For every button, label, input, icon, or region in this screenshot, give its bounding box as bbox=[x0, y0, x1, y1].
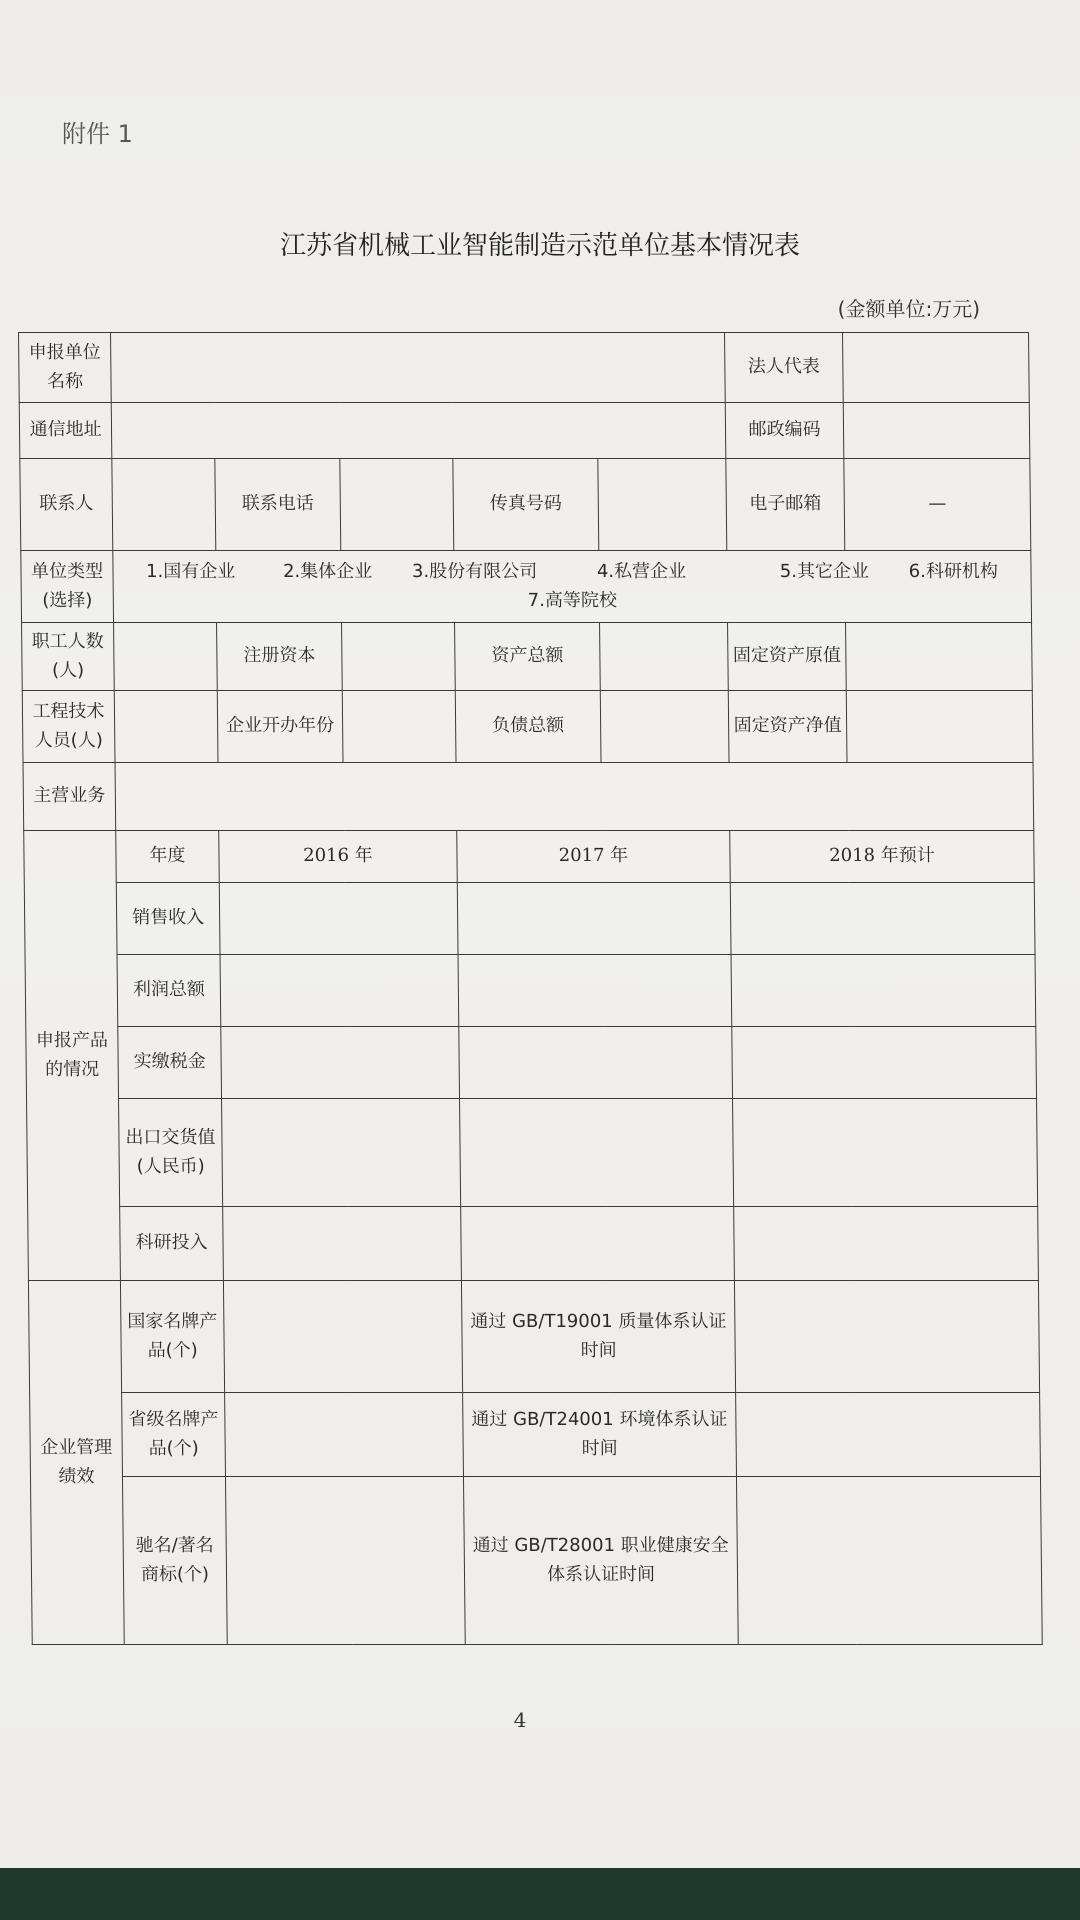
product-row bbox=[26, 1027, 1037, 1099]
label-staff-count: 职工人数(人) bbox=[22, 623, 115, 691]
product-row-label: 利润总额 bbox=[117, 955, 221, 1027]
value-main-business[interactable] bbox=[115, 763, 1034, 831]
value-contact[interactable] bbox=[112, 459, 216, 551]
value-address[interactable] bbox=[111, 403, 726, 459]
value-staff-count[interactable] bbox=[114, 623, 218, 691]
management-row bbox=[28, 1281, 1039, 1393]
cell-2017[interactable] bbox=[461, 1207, 735, 1281]
value-founded-year[interactable] bbox=[342, 691, 456, 763]
label-address: 通信地址 bbox=[19, 403, 112, 459]
row-contact bbox=[20, 459, 1031, 551]
row-main-business bbox=[23, 763, 1034, 831]
management-row bbox=[30, 1393, 1041, 1477]
cell-2017[interactable] bbox=[457, 883, 731, 955]
label-main-business: 主营业务 bbox=[23, 763, 116, 831]
label-reg-capital: 注册资本 bbox=[217, 623, 343, 691]
info-form-table bbox=[18, 332, 1043, 1645]
value-total-liabilities[interactable] bbox=[600, 691, 729, 763]
page-title: 江苏省机械工业智能制造示范单位基本情况表 bbox=[279, 231, 800, 261]
background-strip bbox=[0, 1868, 1080, 1920]
value-fax[interactable] bbox=[598, 459, 727, 551]
management-value[interactable] bbox=[225, 1393, 464, 1477]
cert-label: 通过 GB/T24001 环境体系认证时间 bbox=[463, 1393, 737, 1477]
cell-2016[interactable] bbox=[222, 1099, 461, 1207]
label-fixed-assets-orig: 固定资产原值 bbox=[728, 623, 847, 691]
cell-2016[interactable] bbox=[219, 883, 458, 955]
cert-label: 通过 GB/T19001 质量体系认证时间 bbox=[461, 1281, 735, 1393]
unit-type-option[interactable]: 7.高等院校 bbox=[527, 589, 618, 611]
unit-type-option[interactable]: 4.私营企业 bbox=[596, 560, 687, 582]
value-legal-rep[interactable] bbox=[843, 333, 1030, 403]
label-product-section: 申报产品的情况 bbox=[24, 831, 121, 1281]
value-phone[interactable] bbox=[340, 459, 454, 551]
product-row-label: 出口交货值(人民币) bbox=[119, 1099, 223, 1207]
row-unit-name bbox=[19, 333, 1030, 403]
unit-type-option[interactable]: 1.国有企业 bbox=[146, 560, 236, 582]
row-engineers bbox=[22, 691, 1033, 763]
value-unit-name[interactable] bbox=[111, 333, 726, 403]
cell-2018[interactable] bbox=[734, 1207, 1039, 1281]
cell-2018[interactable] bbox=[733, 1099, 1038, 1207]
cell-2016[interactable] bbox=[220, 955, 459, 1027]
unit-note: (金额单位:万元) bbox=[837, 297, 980, 321]
cell-2018[interactable] bbox=[730, 883, 1035, 955]
management-value[interactable] bbox=[225, 1477, 465, 1645]
label-management-section: 企业管理绩效 bbox=[28, 1281, 124, 1645]
label-fax: 传真号码 bbox=[453, 459, 599, 551]
product-row bbox=[28, 1207, 1039, 1281]
cert-date[interactable] bbox=[734, 1281, 1039, 1393]
cert-label: 通过 GB/T28001 职业健康安全体系认证时间 bbox=[463, 1477, 738, 1645]
cell-2017[interactable] bbox=[460, 1099, 734, 1207]
unit-type-option[interactable]: 6.科研机构 bbox=[908, 560, 999, 582]
value-total-assets[interactable] bbox=[600, 623, 729, 691]
product-row bbox=[27, 1099, 1038, 1207]
value-fixed-assets-net[interactable] bbox=[846, 691, 1033, 763]
cell-2018[interactable] bbox=[731, 955, 1036, 1027]
page-number: 4 bbox=[513, 1708, 527, 1732]
value-reg-capital[interactable] bbox=[342, 623, 456, 691]
attachment-label: 附件 1 bbox=[62, 120, 133, 148]
cell-2016[interactable] bbox=[223, 1207, 462, 1281]
row-product-header bbox=[24, 831, 1035, 883]
label-fixed-assets-net: 固定资产净值 bbox=[728, 691, 847, 763]
product-row-label: 科研投入 bbox=[120, 1207, 224, 1281]
cell-2017[interactable] bbox=[459, 1027, 733, 1099]
year-col-2017: 2017 年 bbox=[457, 831, 731, 883]
product-row bbox=[24, 883, 1035, 955]
cert-date[interactable] bbox=[737, 1477, 1043, 1645]
label-postcode: 邮政编码 bbox=[725, 403, 844, 459]
cert-date[interactable] bbox=[736, 1393, 1041, 1477]
row-staff bbox=[22, 623, 1033, 691]
label-email: 电子邮箱 bbox=[726, 459, 845, 551]
management-row bbox=[30, 1477, 1042, 1645]
unit-type-option[interactable]: 2.集体企业 bbox=[282, 560, 373, 582]
unit-type-option[interactable]: 5.其它企业 bbox=[779, 560, 870, 582]
row-address bbox=[19, 403, 1030, 459]
product-row bbox=[25, 955, 1036, 1027]
value-engineers[interactable] bbox=[114, 691, 218, 763]
label-phone: 联系电话 bbox=[215, 459, 341, 551]
year-col-2018: 2018 年预计 bbox=[730, 831, 1035, 883]
value-fixed-assets-orig[interactable] bbox=[846, 623, 1033, 691]
cell-2016[interactable] bbox=[221, 1027, 460, 1099]
value-postcode[interactable] bbox=[843, 403, 1030, 459]
product-row-label: 实缴税金 bbox=[118, 1027, 222, 1099]
label-total-liabilities: 负债总额 bbox=[455, 691, 601, 763]
label-legal-rep: 法人代表 bbox=[725, 333, 844, 403]
unit-type-options bbox=[113, 551, 1032, 623]
management-row-label: 驰名/著名商标(个) bbox=[122, 1477, 227, 1645]
unit-type-option[interactable]: 3.股份有限公司 bbox=[411, 560, 538, 582]
year-col-2016: 2016 年 bbox=[219, 831, 458, 883]
cell-2017[interactable] bbox=[458, 955, 732, 1027]
label-contact: 联系人 bbox=[20, 459, 113, 551]
label-engineers: 工程技术人员(人) bbox=[22, 691, 115, 763]
management-value[interactable] bbox=[223, 1281, 462, 1393]
year-header: 年度 bbox=[116, 831, 220, 883]
management-row-label: 省级名牌产品(个) bbox=[122, 1393, 226, 1477]
value-email[interactable]: — bbox=[844, 459, 1031, 551]
row-unit-type bbox=[21, 551, 1032, 623]
management-row-label: 国家名牌产品(个) bbox=[120, 1281, 224, 1393]
label-total-assets: 资产总额 bbox=[455, 623, 601, 691]
cell-2018[interactable] bbox=[732, 1027, 1037, 1099]
label-founded-year: 企业开办年份 bbox=[217, 691, 343, 763]
product-row-label: 销售收入 bbox=[116, 883, 220, 955]
label-unit-name: 申报单位名称 bbox=[19, 333, 112, 403]
label-unit-type: 单位类型(选择) bbox=[21, 551, 114, 623]
